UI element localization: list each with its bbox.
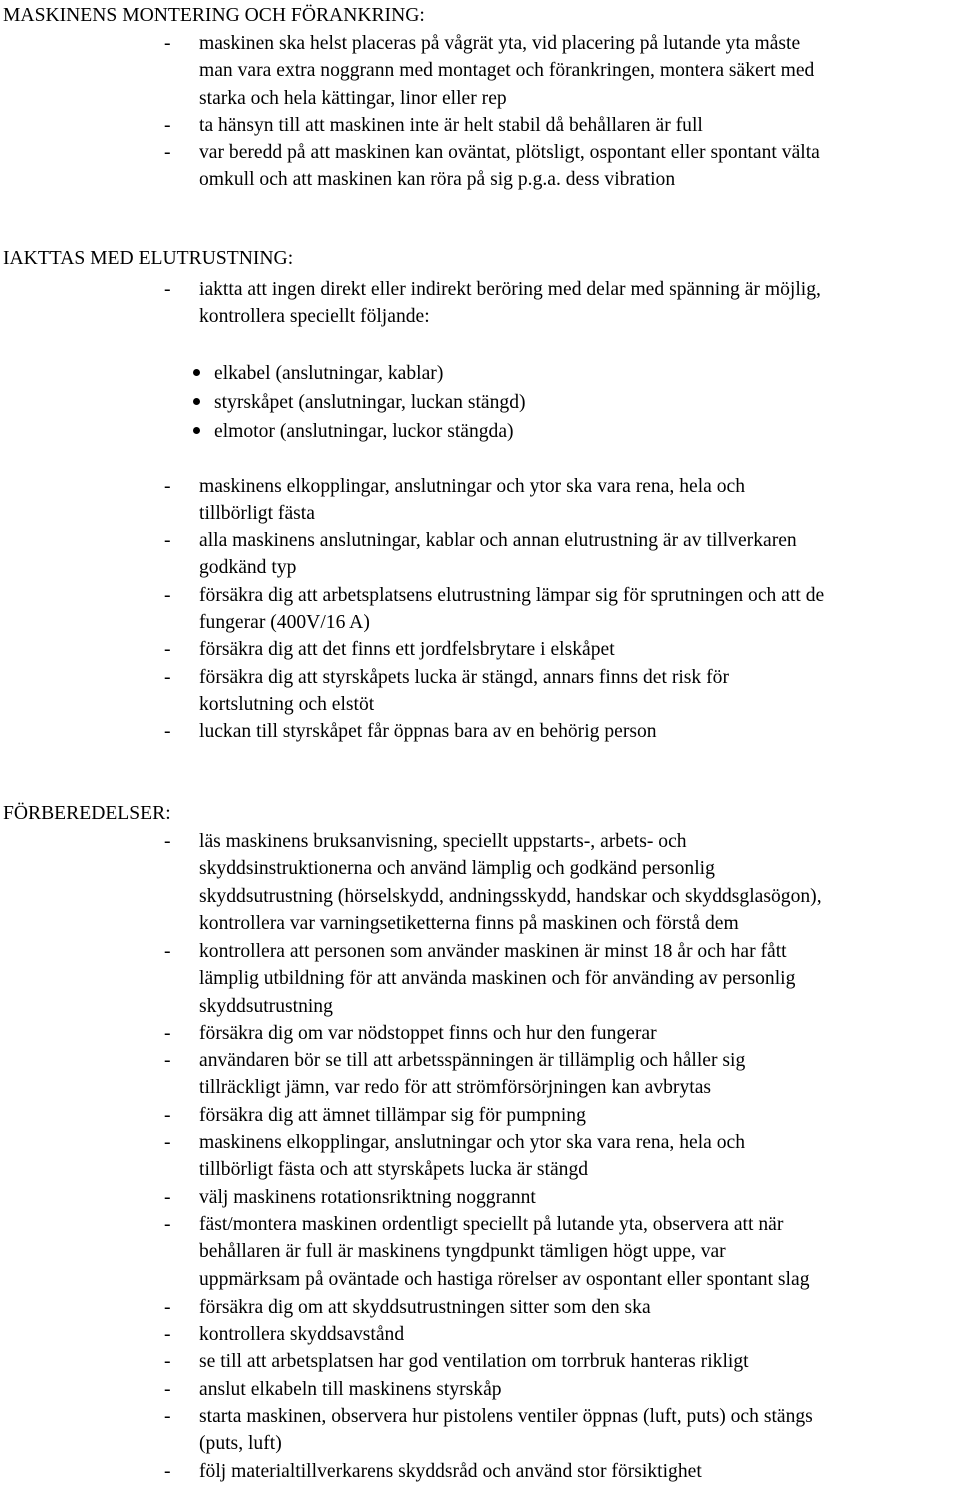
list-item-text: kontrollera skyddsavstånd <box>199 1324 405 1345</box>
list-item <box>164 112 958 139</box>
list-item <box>164 1184 958 1211</box>
list-item-text: försäkra dig om att skyddsutrustningen sitter som den ska <box>199 1297 651 1318</box>
dash-marker: - <box>164 1461 171 1482</box>
dash-marker: - <box>164 721 171 742</box>
bullet-item <box>193 389 526 416</box>
bullet-text: elkabel (anslutningar, kablar) <box>214 363 444 384</box>
dash-marker: - <box>164 1187 171 1208</box>
bullet-text: elmotor (anslutningar, luckor stängda) <box>214 421 514 442</box>
bullet-text: styrskåpet (anslutningar, luckan stängd) <box>214 392 526 413</box>
dash-marker: - <box>164 476 171 497</box>
dash-marker: - <box>164 1351 171 1372</box>
list-item-text: maskinen ska helst placeras på vågrät yta, vid placering på lutande yta måste man vara extra noggrann med montaget och förankringen, montera säkert med starka och hela kättingar, linor eller rep <box>199 33 815 109</box>
dash-marker: - <box>164 1050 171 1071</box>
dash-marker: - <box>164 279 171 300</box>
list-item <box>164 1020 958 1047</box>
list-item-text: försäkra dig att styrskåpets lucka är stängd, annars finns det risk för kortslutning och elstöt <box>199 667 729 716</box>
list-item-text: iaktta att ingen direkt eller indirekt beröring med delar med spänning är möjlig, kontrollera speciellt följande: <box>199 279 821 328</box>
dash-marker: - <box>164 585 171 606</box>
dash-marker: - <box>164 142 171 163</box>
dash-marker: - <box>164 1105 171 1126</box>
dash-marker: - <box>164 1214 171 1235</box>
list-item-text: användaren bör se till att arbetsspänningen är tillämplig och håller sig tillräckligt jämn, var redo för att strömförsörjningen kan avbrytas <box>199 1050 746 1099</box>
list-item-text: luckan till styrskåpet får öppnas bara av en behörig person <box>199 721 657 742</box>
list-item-text: var beredd på att maskinen kan oväntat, plötsligt, ospontant eller spontant välta omkull och att maskinen kan röra på sig p.g.a. dess vibration <box>199 142 820 191</box>
dash-marker: - <box>164 1297 171 1318</box>
list-item <box>164 582 958 637</box>
dash-marker: - <box>164 115 171 136</box>
bullet-item <box>193 360 443 387</box>
section-heading-forberedelser: FÖRBEREDELSER: <box>3 803 171 824</box>
list-item <box>164 30 958 112</box>
list-item <box>164 1403 958 1458</box>
list-item-text: försäkra dig att arbetsplatsens elutrustning lämpar sig för sprutningen och att de fungerar (400V/16 A) <box>199 585 825 634</box>
list-item-text: försäkra dig att ämnet tillämpar sig för pumpning <box>199 1105 586 1126</box>
list-item-text: anslut elkabeln till maskinens styrskåp <box>199 1379 502 1400</box>
list-item-text: välj maskinens rotationsriktning noggrannt <box>199 1187 536 1208</box>
list-item-text: kontrollera att personen som använder maskinen är minst 18 år och har fått lämplig utbildning för att använda maskinen och för använding av personlig skyddsutrustning <box>199 941 796 1017</box>
dash-marker: - <box>164 1324 171 1345</box>
list-item <box>164 473 958 528</box>
list-item-text: maskinens elkopplingar, anslutningar och ytor ska vara rena, hela och tillbörligt fästa <box>199 476 746 525</box>
dash-marker: - <box>164 1132 171 1153</box>
list-item <box>164 1348 958 1375</box>
dash-marker: - <box>164 1023 171 1044</box>
dash-marker: - <box>164 941 171 962</box>
list-item-text: starta maskinen, observera hur pistolens ventiler öppnas (luft, puts) och stängs (puts, luft) <box>199 1406 813 1455</box>
list-item <box>164 1211 958 1293</box>
dash-marker: - <box>164 639 171 660</box>
dash-marker: - <box>164 33 171 54</box>
list-item <box>164 139 958 194</box>
section-heading-elutrustning: IAKTTAS MED ELUTRUSTNING: <box>3 248 294 269</box>
list-item <box>164 1047 958 1102</box>
list-item <box>164 1102 958 1129</box>
list-item-text: se till att arbetsplatsen har god ventilation om torrbruk hanteras rikligt <box>199 1351 749 1372</box>
list-item <box>164 1129 958 1184</box>
list-item <box>164 527 958 582</box>
bullet-icon <box>193 369 200 376</box>
list-item <box>164 718 958 745</box>
list-item <box>164 1294 958 1321</box>
dash-marker: - <box>164 530 171 551</box>
dash-marker: - <box>164 667 171 688</box>
bullet-item <box>193 418 514 445</box>
list-item-text: försäkra dig att det finns ett jordfelsbrytare i elskåpet <box>199 639 615 660</box>
list-item-text: försäkra dig om var nödstoppet finns och hur den fungerar <box>199 1023 657 1044</box>
bullet-icon <box>193 398 200 405</box>
section-heading-montering: MASKINENS MONTERING OCH FÖRANKRING: <box>3 5 425 26</box>
list-item <box>164 1321 958 1348</box>
list-item <box>164 1458 958 1485</box>
list-item-text: maskinens elkopplingar, anslutningar och ytor ska vara rena, hela och tillbörligt fästa och att styrskåpets lucka är stängd <box>199 1132 746 1181</box>
dash-marker: - <box>164 1379 171 1400</box>
list-item <box>164 1376 958 1403</box>
list-item-text: läs maskinens bruksanvisning, speciellt uppstarts-, arbets- och skyddsinstruktionerna och använd lämplig och godkänd personlig skyddsutrustning (hörselskydd, andningsskydd, handskar och skyddsglasögon), kontrollera var varningsetiketterna finns på maskinen och förstå dem <box>199 831 822 935</box>
dash-marker: - <box>164 831 171 852</box>
list-item-text: följ materialtillverkarens skyddsråd och använd stor försiktighet <box>199 1461 702 1482</box>
bullet-icon <box>193 427 200 434</box>
list-item-text: ta hänsyn till att maskinen inte är helt stabil då behållaren är full <box>199 115 703 136</box>
list-item <box>164 938 958 1020</box>
dash-marker: - <box>164 1406 171 1427</box>
list-item <box>164 276 958 331</box>
list-item-text: alla maskinens anslutningar, kablar och annan elutrustning är av tillverkaren godkänd typ <box>199 530 797 579</box>
list-item <box>164 664 958 719</box>
list-item <box>164 828 958 938</box>
list-item-text: fäst/montera maskinen ordentligt speciellt på lutande yta, observera att när behållaren är full är maskinens tyngdpunkt tämligen högt uppe, var uppmärksam på oväntade och hastiga rörelser av ospontant eller spontant slag <box>199 1214 810 1290</box>
list-item <box>164 636 958 663</box>
